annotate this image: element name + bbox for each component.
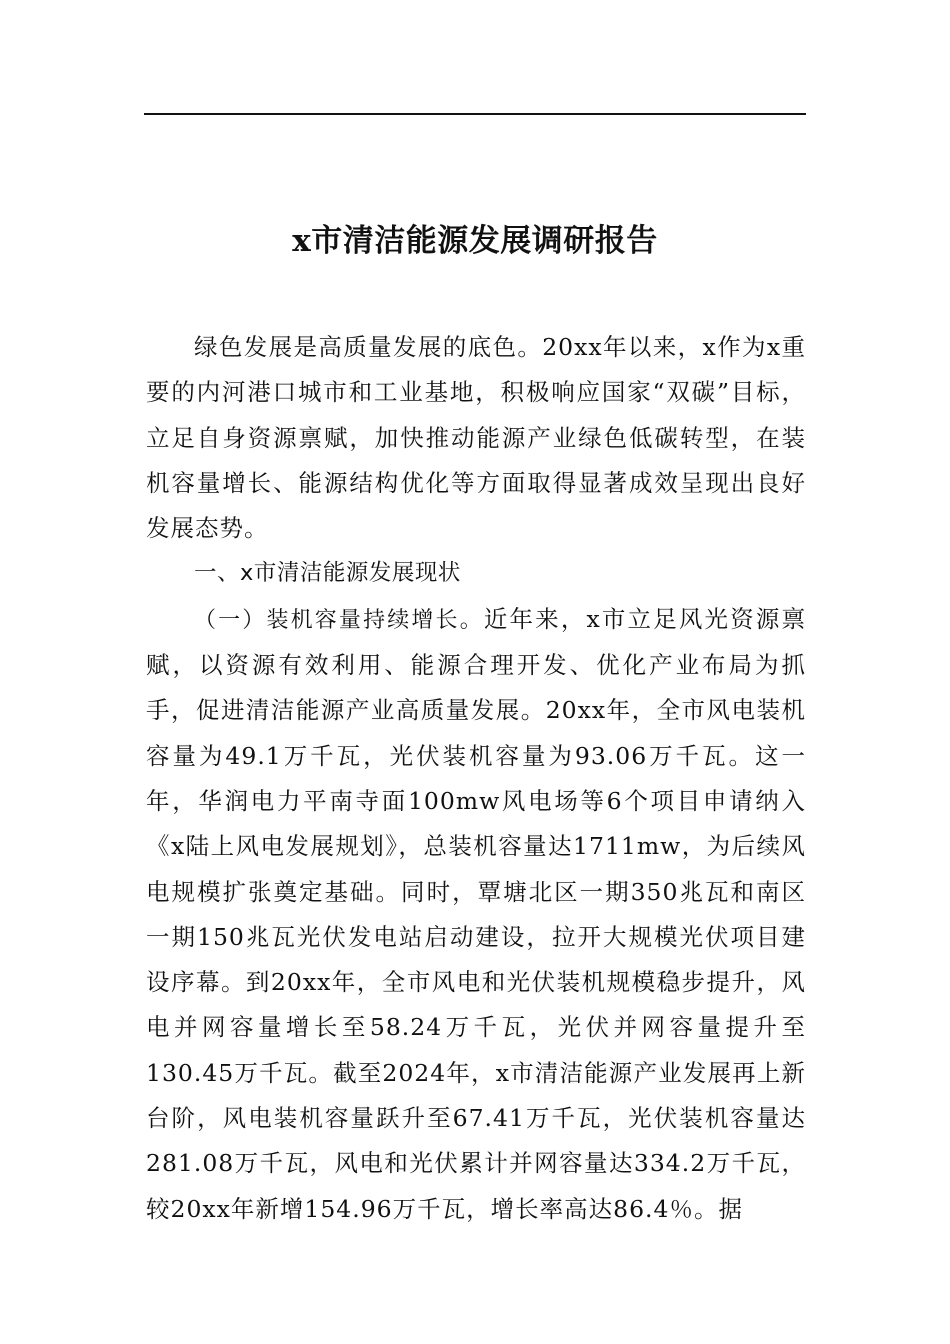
subsection-paragraph [146,597,806,1232]
subsection-heading: （一）装机容量持续增长。 [194,607,484,633]
document-body [146,325,806,1232]
intro-paragraph: 绿色发展是高质量发展的底色。20xx年以来，x作为x重要的内河港口城市和工业基地，积极响应国家“双碳”目标，立足自身资源禀赋，加快推动能源产业绿色低碳转型，在装机容量增长、能源结构优化等方面取得显著成效呈现出良好发展态势。 [146,333,806,543]
header-rule [144,113,806,115]
section-heading: 一、x市清洁能源发展现状 [194,560,461,587]
subsection-body: 近年来，x市立足风光资源禀赋，以资源有效利用、能源合理开发、优化产业布局为抓手，促进清洁能源产业高质量发展。20xx年，全市风电装机容量为49.1万千瓦，光伏装机容量为93.06万千瓦。这一年，华润电力平南寺面100mw风电场等6个项目申请纳入《x陆上风电发展规划》，总装机容量达1711mw，为后续风电规模扩张奠定基础。同时，覃塘北区一期350兆瓦和南区一期150兆瓦光伏发电站启动建设，拉开大规模光伏项目建设序幕。到20xx年，全市风电和光伏装机规模稳步提升，风电并网容量增长至58.24万千瓦，光伏并网容量提升至130.45万千瓦。截至2024年，x市清洁能源产业发展再上新台阶，风电装机容量跃升至67.41万千瓦，光伏装机容量达281.08万千瓦，风电和光伏累计并网容量达334.2万千瓦，较20xx年新增154.96万千瓦，增长率高达86.4％。据 [146,604,806,1223]
document-title: x市清洁能源发展调研报告 [292,222,658,259]
